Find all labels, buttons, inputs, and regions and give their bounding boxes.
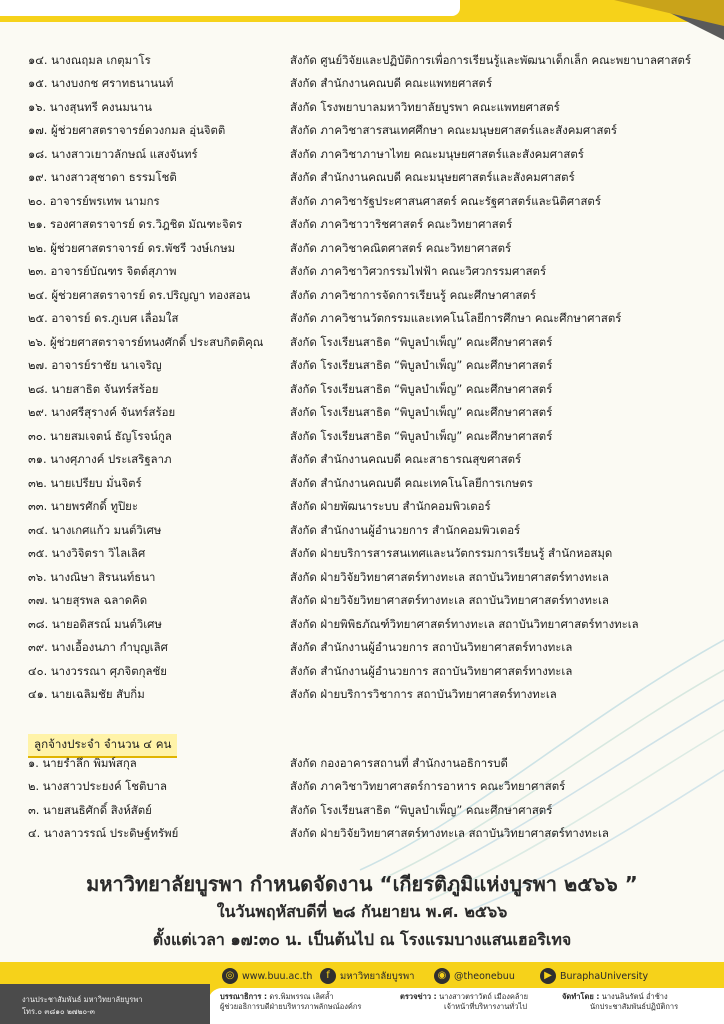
list-item (28, 799, 718, 823)
list-item (28, 449, 718, 473)
list-item (28, 519, 718, 543)
person-name: ๑๘. นางสาวเยาวลักษณ์ แสงจันทร์ (28, 146, 198, 161)
credit-editor (220, 992, 361, 1012)
producer-role: นักประชาสัมพันธ์ปฏิบัติการ (590, 1002, 679, 1011)
person-affiliation: สังกัด ภาควิชาวิศวกรรมไฟฟ้า คณะวิศวกรรมศาสตร์ (290, 264, 547, 279)
event-date: ในวันพฤหัสบดีที่ ๒๘ กันยายน พ.ศ. ๒๕๖๖ (216, 902, 508, 921)
employee-list (28, 752, 718, 846)
list-item (28, 49, 718, 73)
person-affiliation: สังกัด โรงเรียนสาธิต “พิบูลบำเพ็ญ” คณะศึกษาศาสตร์ (290, 802, 553, 817)
employee-section-title: ลูกจ้างประจำ จำนวน ๔ คน (28, 734, 177, 758)
person-name: ๒๖. ผู้ช่วยศาสตราจารย์ทนงศักดิ์ ประสบกิตติคุณ (28, 334, 264, 349)
youtube-icon: ▶ (540, 968, 556, 984)
website-text: www.buu.ac.th (242, 970, 313, 982)
list-item (28, 566, 718, 590)
list-item (28, 237, 718, 261)
person-affiliation: สังกัด โรงเรียนสาธิต “พิบูลบำเพ็ญ” คณะศึกษาศาสตร์ (290, 428, 553, 443)
list-item (28, 752, 718, 776)
staff-list (28, 49, 718, 707)
person-affiliation: สังกัด สำนักงานคณบดี คณะแพทยศาสตร์ (290, 76, 493, 91)
person-affiliation: สังกัด โรงพยาบาลมหาวิทยาลัยบูรพา คณะแพทยศาสตร์ (290, 99, 560, 114)
list-item (28, 143, 718, 167)
person-name: ๔๑. นายเฉลิมชัย สับกิ่ม (28, 687, 145, 702)
person-affiliation: สังกัด ฝ่ายวิจัยวิทยาศาสตร์ทางทะเล สถาบันวิทยาศาสตร์ทางทะเล (290, 826, 609, 841)
person-affiliation: สังกัด โรงเรียนสาธิต “พิบูลบำเพ็ญ” คณะศึกษาศาสตร์ (290, 381, 553, 396)
web-icon: ◎ (222, 968, 238, 984)
person-name: ๒. นางสาวประยงค์ โชติบาล (28, 779, 168, 794)
producer-name: นางนลินรัตน์ อ่ำช้าง (601, 992, 668, 1001)
list-item (28, 472, 718, 496)
person-name: ๓๓. นายพรศักดิ์ ทูปิยะ (28, 499, 138, 514)
person-name: ๑. นายรำลึก พิมพ์สกุล (28, 755, 137, 770)
person-name: ๑๖. นางสุนทรี คงนมนาน (28, 99, 152, 114)
person-affiliation: สังกัด กองอาคารสถานที่ สำนักงานอธิการบดี (290, 755, 508, 770)
event-headline: มหาวิทยาลัยบูรพา กำหนดจัดงาน “เกียรติภูมิแห่งบูรพา ๒๕๖๖ ” (86, 872, 638, 896)
instagram-icon: ◉ (434, 968, 450, 984)
person-name: ๔๐. นางวรรณา ศุภจิตกุลชัย (28, 663, 167, 678)
person-affiliation: สังกัด ฝ่ายบริการสารสนเทศและนวัตกรรมการเรียนรู้ สำนักหอสมุด (290, 546, 613, 561)
person-name: ๒๑. รองศาสตราจารย์ ดร.วิฎชิต มัณฑะจิตร (28, 217, 243, 232)
list-item (28, 496, 718, 520)
person-affiliation: สังกัด ภาควิชาวาริชศาสตร์ คณะวิทยาศาสตร์ (290, 217, 513, 232)
person-name: ๒๓. อาจารย์บัณฑร จิตต์สุภาพ (28, 264, 177, 279)
list-item (28, 120, 718, 144)
footer-phone: โทร.๐ ๓๘๑๐ ๒๗๒๐-๓ (22, 1007, 95, 1016)
list-item (28, 660, 718, 684)
facebook-icon: f (320, 968, 336, 984)
person-affiliation: สังกัด สำนักงานคณบดี คณะเทคโนโลยีการเกษตร (290, 475, 533, 490)
event-time-venue: ตั้งแต่เวลา ๑๗:๓๐ น. เป็นต้นไป ณ โรงแรมบางแสนเฮอริเทจ (152, 930, 572, 949)
person-name: ๓๒. นายเปรียบ มั่นจิตร์ (28, 475, 142, 490)
person-affiliation: สังกัด โรงเรียนสาธิต “พิบูลบำเพ็ญ” คณะศึกษาศาสตร์ (290, 358, 553, 373)
list-item (28, 684, 718, 708)
person-name: ๓. นายสนธิศักดิ์ สิงห์สัตย์ (28, 802, 152, 817)
person-affiliation: สังกัด ภาควิชานวัตกรรมและเทคโนโลยีการศึกษา คณะศึกษาศาสตร์ (290, 311, 622, 326)
person-affiliation: สังกัด ภาควิชาคณิตศาสตร์ คณะวิทยาศาสตร์ (290, 240, 512, 255)
instagram-link[interactable] (434, 966, 515, 986)
footer-dept: งานประชาสัมพันธ์ มหาวิทยาลัยบูรพา (22, 995, 143, 1004)
person-name: ๒๘. นายสาธิต จันทร์สร้อย (28, 381, 159, 396)
person-name: ๓๖. นางณิษา สิรนนท์ธนา (28, 569, 156, 584)
website-link[interactable] (222, 966, 312, 986)
editor-label: บรรณาธิการ : (220, 992, 267, 1001)
checker-label: ตรวจข่าว : (400, 992, 437, 1001)
person-name: ๓๐. นายสมเจตน์ ธัญโรจน์กูล (28, 428, 172, 443)
person-affiliation: สังกัด ฝ่ายวิจัยวิทยาศาสตร์ทางทะเล สถาบันวิทยาศาสตร์ทางทะเล (290, 569, 609, 584)
list-item (28, 261, 718, 285)
list-item (28, 425, 718, 449)
person-affiliation: สังกัด สำนักงานผู้อำนวยการ สำนักคอมพิวเตอร์ (290, 522, 521, 537)
person-affiliation: สังกัด สำนักงานคณบดี คณะสาธารณสุขศาสตร์ (290, 452, 522, 467)
person-affiliation: สังกัด ฝ่ายบริการวิชาการ สถาบันวิทยาศาสตร์ทางทะเล (290, 687, 557, 702)
person-name: ๓๔. นางเกศแก้ว มนต์วิเศษ (28, 522, 162, 537)
list-item (28, 73, 718, 97)
person-affiliation: สังกัด สำนักงานผู้อำนวยการ สถาบันวิทยาศาสตร์ทางทะเล (290, 640, 573, 655)
checker-role: เจ้าหน้าที่บริหารงานทั่วไป (444, 1002, 528, 1011)
credit-producer (562, 992, 678, 1012)
youtube-text: BuraphaUniversity (560, 970, 649, 982)
person-name: ๒๗. อาจารย์ราชัย นาเจริญ (28, 358, 162, 373)
person-affiliation: สังกัด ฝ่ายพิพิธภัณฑ์วิทยาศาสตร์ทางทะเล สถาบันวิทยาศาสตร์ทางทะเล (290, 616, 639, 631)
person-name: ๔. นางลาวรรณ์ ประดิษฐ์ทรัพย์ (28, 826, 179, 841)
list-item (28, 308, 718, 332)
person-affiliation: สังกัด ภาควิชาวิทยาศาสตร์การอาหาร คณะวิทยาศาสตร์ (290, 779, 566, 794)
producer-label: จัดทำโดย : (562, 992, 600, 1001)
list-item (28, 214, 718, 238)
person-name: ๓๘. นายอดิสรณ์ มนต์วิเศษ (28, 616, 162, 631)
list-item (28, 543, 718, 567)
editor-role: ผู้ช่วยอธิการบดีฝ่ายบริหารภาพลักษณ์องค์กร (220, 1002, 362, 1011)
list-item (28, 823, 718, 847)
person-name: ๒๕. อาจารย์ ดร.ภูเบศ เลื่อมใส (28, 311, 179, 326)
list-item (28, 167, 718, 191)
person-affiliation: สังกัด ภาควิชารัฐประศาสนศาสตร์ คณะรัฐศาสตร์และนิติศาสตร์ (290, 193, 601, 208)
instagram-text: @theonebuu (454, 970, 515, 982)
person-affiliation: สังกัด โรงเรียนสาธิต “พิบูลบำเพ็ญ” คณะศึกษาศาสตร์ (290, 405, 553, 420)
list-item (28, 96, 718, 120)
list-item (28, 613, 718, 637)
person-name: ๒๔. ผู้ช่วยศาสตราจารย์ ดร.ปริญญา ทองสอน (28, 287, 251, 302)
person-name: ๑๗. ผู้ช่วยศาสตราจารย์ดวงกมล อุ่นจิตติ (28, 123, 226, 138)
youtube-link[interactable] (540, 966, 648, 986)
person-name: ๓๑. นางศุภางค์ ประเสริฐลาภ (28, 452, 172, 467)
list-item (28, 590, 718, 614)
list-item (28, 190, 718, 214)
person-name: ๓๕. นางวิจิตรา วิไลเลิศ (28, 546, 146, 561)
person-affiliation: สังกัด ภาควิชาสารสนเทศศึกษา คณะมนุษยศาสตร์และสังคมศาสตร์ (290, 123, 618, 138)
person-affiliation: สังกัด ภาควิชาการจัดการเรียนรู้ คณะศึกษาศาสตร์ (290, 287, 537, 302)
list-item (28, 637, 718, 661)
list-item (28, 378, 718, 402)
person-name: ๓๙. นางเอื้องนภา กำบุญเลิศ (28, 640, 168, 655)
person-affiliation: สังกัด ฝ่ายวิจัยวิทยาศาสตร์ทางทะเล สถาบันวิทยาศาสตร์ทางทะเล (290, 593, 609, 608)
person-name: ๒๒. ผู้ช่วยศาสตราจารย์ ดร.พัชรี วงษ์เกษม (28, 240, 236, 255)
person-affiliation: สังกัด โรงเรียนสาธิต “พิบูลบำเพ็ญ” คณะศึกษาศาสตร์ (290, 334, 553, 349)
facebook-link[interactable] (320, 966, 414, 986)
person-affiliation: สังกัด ศูนย์วิจัยและปฏิบัติการเพื่อการเรียนรู้และพัฒนาเด็กเล็ก คณะพยาบาลศาสตร์ (290, 52, 692, 67)
person-affiliation: สังกัด สำนักงานคณบดี คณะมนุษยศาสตร์และสังคมศาสตร์ (290, 170, 575, 185)
person-name: ๑๔. นางณฤมล เกตุมาโร (28, 52, 151, 67)
person-name: ๑๙. นางสาวสุชาดา ธรรมโชติ (28, 170, 177, 185)
person-affiliation: สังกัด ภาควิชาภาษาไทย คณะมนุษยศาสตร์และสังคมศาสตร์ (290, 146, 584, 161)
editor-name: ดร.พิมพรรณ เลิศล้ำ (269, 992, 334, 1001)
person-name: ๒๙. นางศรีสุรางค์ จันทร์สร้อย (28, 405, 176, 420)
list-item (28, 355, 718, 379)
person-name: ๓๗. นายสุรพล ฉลาดคิด (28, 593, 148, 608)
list-item (28, 331, 718, 355)
person-affiliation: สังกัด สำนักงานผู้อำนวยการ สถาบันวิทยาศาสตร์ทางทะเล (290, 663, 573, 678)
person-name: ๑๕. นางบงกช ศราทธนานนท์ (28, 76, 174, 91)
list-item (28, 402, 718, 426)
checker-name: นางสาวตราวัตถ์ เมืองคล้าย (439, 992, 529, 1001)
person-name: ๒๐. อาจารย์พรเทพ นามกร (28, 193, 160, 208)
footer-dept-block (0, 984, 210, 1024)
person-affiliation: สังกัด ฝ่ายพัฒนาระบบ สำนักคอมพิวเตอร์ (290, 499, 491, 514)
list-item (28, 776, 718, 800)
facebook-text: มหาวิทยาลัยบูรพา (340, 970, 415, 982)
list-item (28, 284, 718, 308)
credit-checker (400, 992, 528, 1012)
